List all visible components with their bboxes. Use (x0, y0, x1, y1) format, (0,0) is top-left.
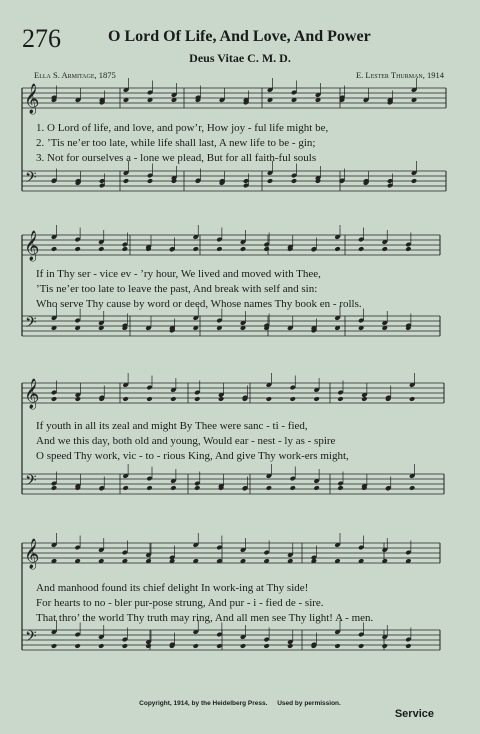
lyric-line: If in Thy ser - vice ev - ’ry hour, We lived and moved with Thee, (36, 268, 321, 280)
note-head (337, 485, 343, 491)
note-head (287, 643, 293, 649)
note-head (405, 246, 411, 252)
note-head (122, 485, 128, 491)
bass-clef: 𝄢 (25, 169, 37, 190)
note-head (263, 246, 269, 252)
note-head (218, 396, 224, 402)
note-head (313, 485, 319, 491)
note-head (194, 485, 200, 491)
lyric-line: O speed Thy work, vic - to - rious King, And give Thy work-ers might, (36, 450, 349, 462)
lyric-line: Who serve Thy cause by word or deed, Whose names Thy book en - rolls. (36, 298, 362, 310)
note-head (358, 246, 364, 252)
note-head (193, 643, 199, 649)
note-head (51, 246, 57, 252)
note-head (263, 643, 269, 649)
note-head (266, 396, 272, 402)
bass-clef: 𝄢 (25, 314, 37, 335)
note-head (194, 396, 200, 402)
composer-credit: E. Lester Thurman, 1914 (355, 70, 444, 80)
note-head (51, 643, 57, 649)
note-head (382, 246, 388, 252)
lyric-line: If youth in all its zeal and might By Thee were sanc - ti - fied, (36, 420, 308, 432)
treble-clef: 𝄞 (24, 539, 40, 569)
permission-text: Used by permission. (277, 700, 341, 707)
note-head (123, 178, 129, 184)
note-head (337, 396, 343, 402)
note-head (122, 396, 128, 402)
lyric-line: And manhood found its chief delight In work-ing at Thy side! (36, 582, 309, 594)
note-head (122, 643, 128, 649)
note-head (334, 246, 340, 252)
lyric-line: 2. ’Tis ne’er too late, while life shall last, A new life to be - gin; (36, 137, 316, 149)
bass-clef: 𝄢 (25, 472, 37, 493)
note-head (170, 485, 176, 491)
note-head (240, 643, 246, 649)
tune-name: Deus Vitae C. M. D. (189, 51, 291, 65)
note-head (145, 643, 151, 649)
treble-clef: 𝄞 (24, 231, 40, 261)
note-head (290, 485, 296, 491)
note-head (98, 246, 104, 252)
hymn-title: O Lord Of Life, And Love, And Power (108, 28, 371, 45)
note-head (405, 643, 411, 649)
note-head (98, 643, 104, 649)
lyric-line: 1. O Lord of life, and love, and pow’r, How joy - ful life might be, (36, 122, 329, 134)
lyric-line: For hearts to no - bler pur-pose strung, And pur - i - fied de - sire. (36, 597, 324, 609)
note-head (51, 485, 57, 491)
note-head (193, 246, 199, 252)
note-head (334, 643, 340, 649)
bass-clef: 𝄢 (25, 628, 37, 649)
category-label: Service (394, 708, 434, 720)
note-head (409, 396, 415, 402)
treble-clef: 𝄞 (24, 379, 40, 409)
note-head (75, 396, 81, 402)
note-head (146, 396, 152, 402)
note-head (170, 396, 176, 402)
lyric-line: And we this day, both old and young, Would ear - nest - ly as - spire (36, 435, 336, 447)
lyric-line: 3. Not for ourselves a - lone we plead, But for all faith-ful souls (36, 152, 317, 164)
lyric-line: That thro’ the world Thy truth may ring, And all men see Thy light! A - men. (36, 612, 374, 624)
note-head (51, 396, 57, 402)
note-head (382, 643, 388, 649)
copyright-notice (0, 700, 480, 707)
note-head (147, 178, 153, 184)
note-head (290, 396, 296, 402)
lyric-line: ’Tis ne’er too late to leave the past, And break with self and sin: (36, 283, 318, 295)
author-credit: Ella S. Armitage, 1875 (34, 70, 116, 80)
hymn-number: 276 (22, 24, 61, 53)
note-head (122, 246, 128, 252)
treble-clef: 𝄞 (24, 84, 40, 114)
note-head (291, 178, 297, 184)
note-head (267, 178, 273, 184)
copyright-text: Copyright, 1914, by the Heidelberg Press. (139, 700, 268, 707)
note-head (74, 643, 80, 649)
note-head (74, 246, 80, 252)
note-head (409, 485, 415, 491)
note-head (411, 178, 417, 184)
note-head (216, 246, 222, 252)
note-head (313, 396, 319, 402)
note-head (358, 643, 364, 649)
note-head (146, 485, 152, 491)
note-head (240, 246, 246, 252)
note-head (266, 485, 272, 491)
note-head (361, 396, 367, 402)
